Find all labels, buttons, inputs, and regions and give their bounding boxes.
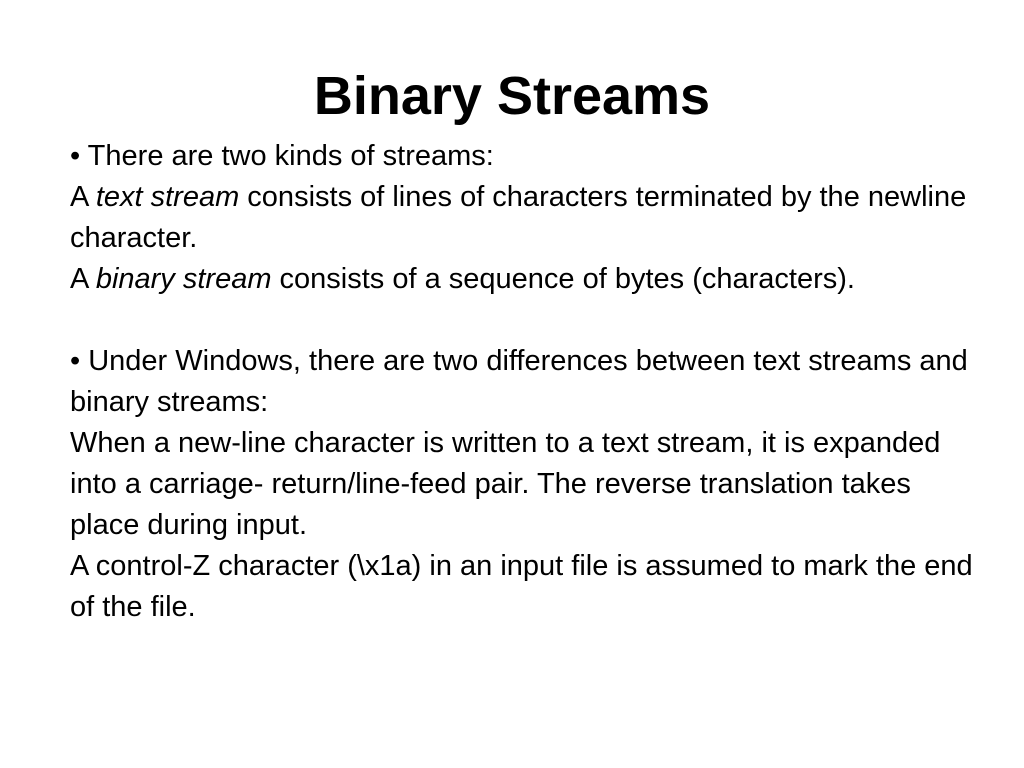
binary-stream-definition: [70, 259, 975, 300]
binary-stream-term: binary stream: [95, 263, 272, 295]
text-stream-description: consists of lines of characters terminated by the newline character.: [70, 181, 967, 254]
newline-difference: When a new-line character is written to a text stream, it is expanded into a carriage- return/line-feed pair. The reverse translation takes place during input.: [70, 427, 941, 541]
text-stream-definition: [70, 177, 975, 259]
binary-stream-description: consists of a sequence of bytes (characters).: [271, 263, 855, 295]
bullet-stream-kinds: • There are two kinds of streams:: [70, 140, 494, 172]
bullet-windows-differences: • Under Windows, there are two differences between text streams and binary streams:: [70, 345, 968, 418]
text-stream-term: text stream: [95, 181, 240, 213]
slide-title: Binary Streams: [313, 66, 711, 126]
text-stream-prefix: A: [70, 181, 96, 213]
slide-body: [70, 136, 975, 628]
binary-stream-prefix: A: [70, 263, 96, 295]
control-z-difference: A control-Z character (\x1a) in an input file is assumed to mark the end of the file.: [70, 550, 973, 623]
paragraph-spacer: [70, 300, 975, 341]
